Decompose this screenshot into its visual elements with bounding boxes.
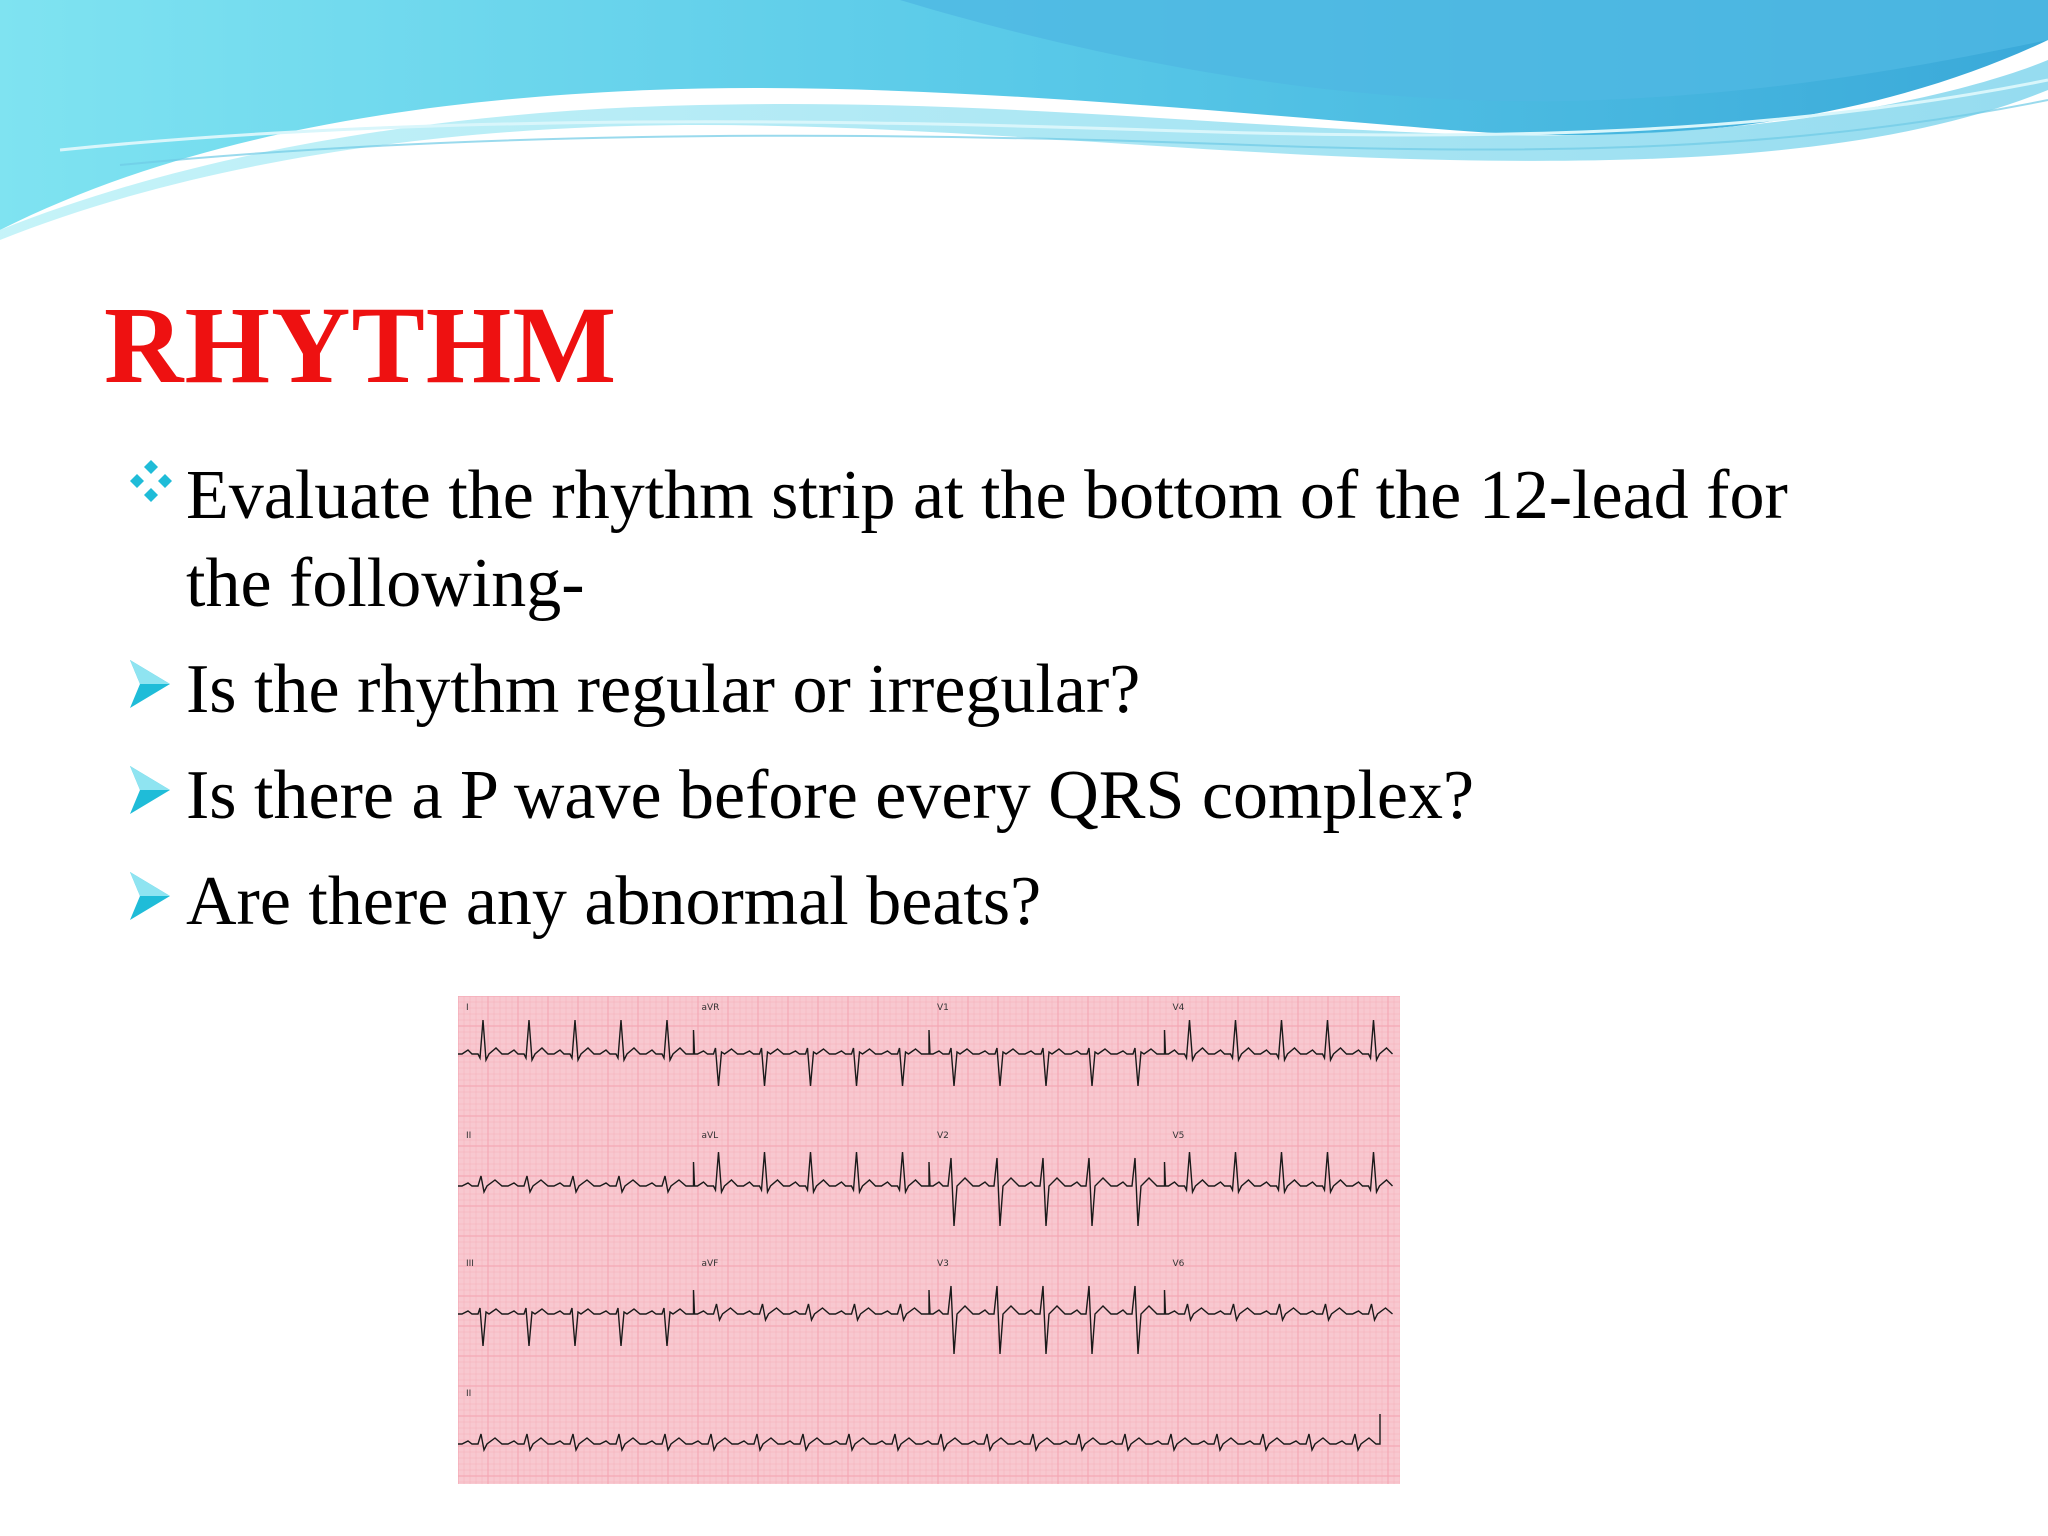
slide-title: RHYTHM	[104, 284, 618, 406]
question-text-3: Are there any abnormal beats?	[186, 863, 1042, 940]
ecg-12-lead-image	[458, 996, 1400, 1484]
header-wave-decoration	[0, 0, 2048, 240]
ecg-lead-label: II	[466, 1389, 472, 1399]
ecg-lead-label: II	[466, 1131, 472, 1141]
ecg-lead-label: aVF	[701, 1259, 719, 1269]
ecg-lead-label: I	[466, 1003, 469, 1013]
question-text-2: Is there a P wave before every QRS complex?	[186, 757, 1475, 834]
intro-text-line-2: the following-	[186, 545, 585, 622]
question-bullet-1	[128, 646, 1948, 736]
ecg-lead-label: V4	[1172, 1003, 1185, 1013]
ecg-lead-label: V6	[1172, 1259, 1185, 1269]
arrow-bullet-icon	[128, 658, 172, 710]
question-bullet-2	[128, 752, 1948, 842]
intro-bullet	[128, 452, 1948, 632]
intro-text-line-1: Evaluate the rhythm strip at the bottom of the 12-lead for	[186, 457, 1788, 534]
question-bullet-3	[128, 858, 1948, 948]
arrow-bullet-icon	[128, 764, 172, 816]
ecg-lead-label: V1	[937, 1003, 949, 1013]
ecg-lead-label: aVR	[701, 1003, 720, 1013]
ecg-lead-label: V5	[1172, 1131, 1185, 1141]
ecg-lead-label: III	[466, 1259, 474, 1269]
arrow-bullet-icon	[128, 870, 172, 922]
ecg-lead-label: V2	[937, 1131, 949, 1141]
ecg-background	[458, 996, 1400, 1484]
question-text-1: Is the rhythm regular or irregular?	[186, 651, 1141, 728]
diamond-bullet-icon	[128, 458, 174, 504]
ecg-lead-label: aVL	[701, 1131, 719, 1141]
ecg-lead-label: V3	[937, 1259, 949, 1269]
